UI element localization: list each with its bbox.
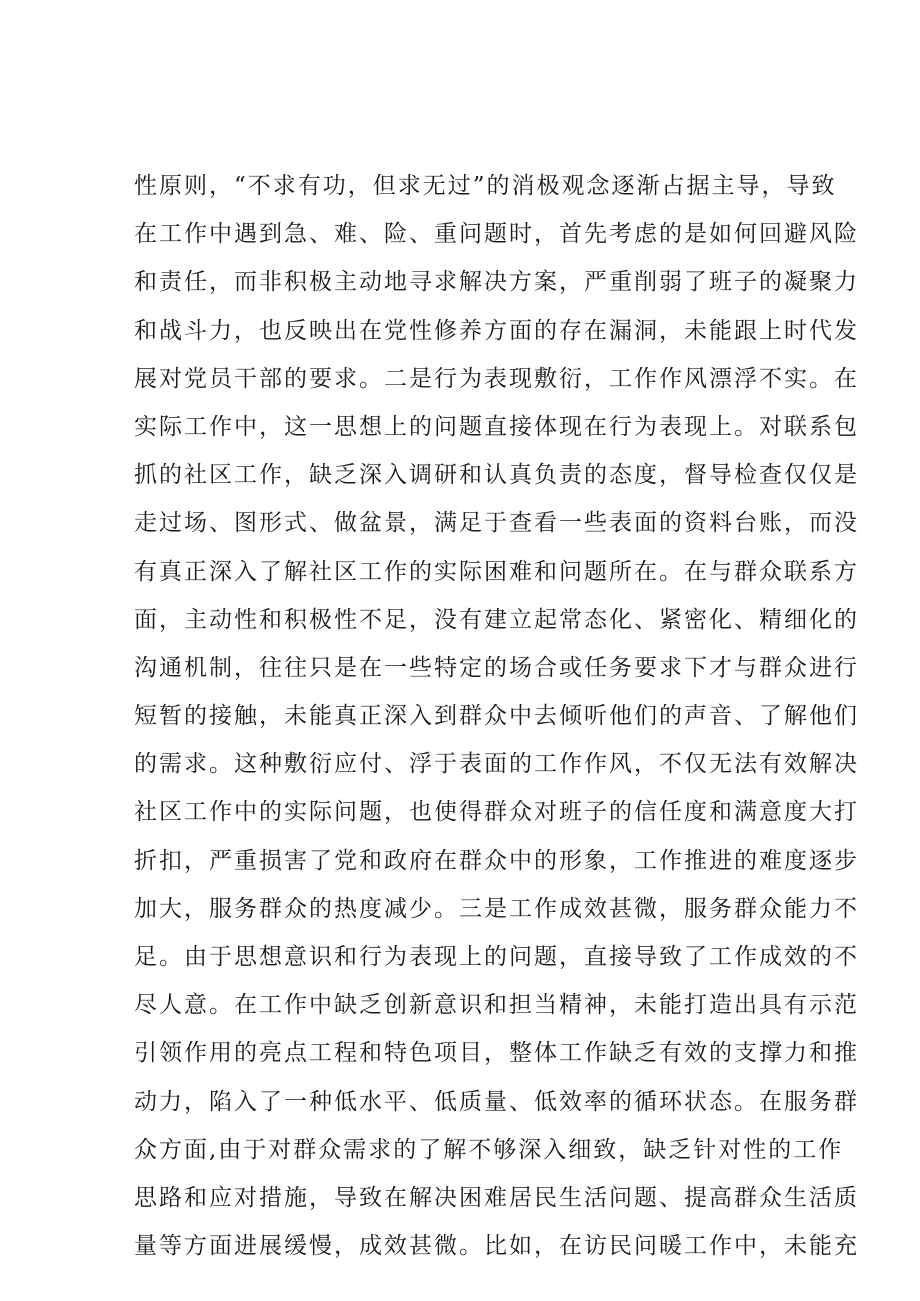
text-line: 抓的社区工作，缺乏深入调研和认真负责的态度，督导检查仅仅是 bbox=[134, 462, 859, 489]
text-line: 展对党员干部的要求。二是行为表现敷衍，工作作风漂浮不实。在 bbox=[134, 365, 859, 392]
text-line: 和战斗力，也反映出在党性修养方面的存在漏洞，未能跟上时代发 bbox=[134, 317, 859, 344]
text-line: 引领作用的亮点工程和特色项目，整体工作缺乏有效的支撑力和推 bbox=[134, 1040, 859, 1067]
text-line: 加大，服务群众的热度减少。三是工作成效甚微，服务群众能力不 bbox=[134, 895, 859, 922]
text-line: 动力，陷入了一种低水平、低质量、低效率的循环状态。在服务群 bbox=[134, 1088, 859, 1115]
text-line: 走过场、图形式、做盆景，满足于查看一些表面的资料台账，而没 bbox=[134, 510, 859, 537]
text-line: 短暂的接触，未能真正深入到群众中去倾听他们的声音、了解他们 bbox=[134, 703, 859, 730]
text-line: 尽人意。在工作中缺乏创新意识和担当精神，未能打造出具有示范 bbox=[134, 992, 859, 1019]
text-line: 和责任，而非积极主动地寻求解决方案，严重削弱了班子的凝聚力 bbox=[134, 269, 859, 296]
text-line: 沟通机制，往往只是在一些特定的场合或任务要求下才与群众进行 bbox=[134, 654, 859, 681]
text-line: 量等方面进展缓慢，成效甚微。比如，在访民问暖工作中，未能充 bbox=[134, 1233, 859, 1260]
text-line: 众方面,由于对群众需求的了解不够深入细致，缺乏针对性的工作 bbox=[134, 1136, 844, 1163]
text-line: 思路和应对措施，导致在解决困难居民生活问题、提高群众生活质 bbox=[134, 1184, 859, 1211]
body-text bbox=[134, 162, 859, 1270]
text-line: 性原则，“不求有功，但求无过”的消极观念逐渐占据主导，导致 bbox=[134, 173, 837, 199]
text-line: 的需求。这种敷衍应付、浮于表面的工作作风，不仅无法有效解决 bbox=[134, 751, 859, 778]
text-line: 面，主动性和积极性不足，没有建立起常态化、紧密化、精细化的 bbox=[134, 606, 859, 633]
text-line: 折扣，严重损害了党和政府在群众中的形象，工作推进的难度逐步 bbox=[134, 847, 859, 874]
text-line: 社区工作中的实际问题，也使得群众对班子的信任度和满意度大打 bbox=[134, 799, 859, 826]
text-line: 在工作中遇到急、难、险、重问题时，首先考虑的是如何回避风险 bbox=[134, 221, 859, 248]
text-line: 实际工作中，这一思想上的问题直接体现在行为表现上。对联系包 bbox=[134, 413, 859, 440]
text-line: 有真正深入了解社区工作的实际困难和问题所在。在与群众联系方 bbox=[134, 558, 859, 585]
text-line: 足。由于思想意识和行为表现上的问题，直接导致了工作成效的不 bbox=[134, 944, 859, 970]
